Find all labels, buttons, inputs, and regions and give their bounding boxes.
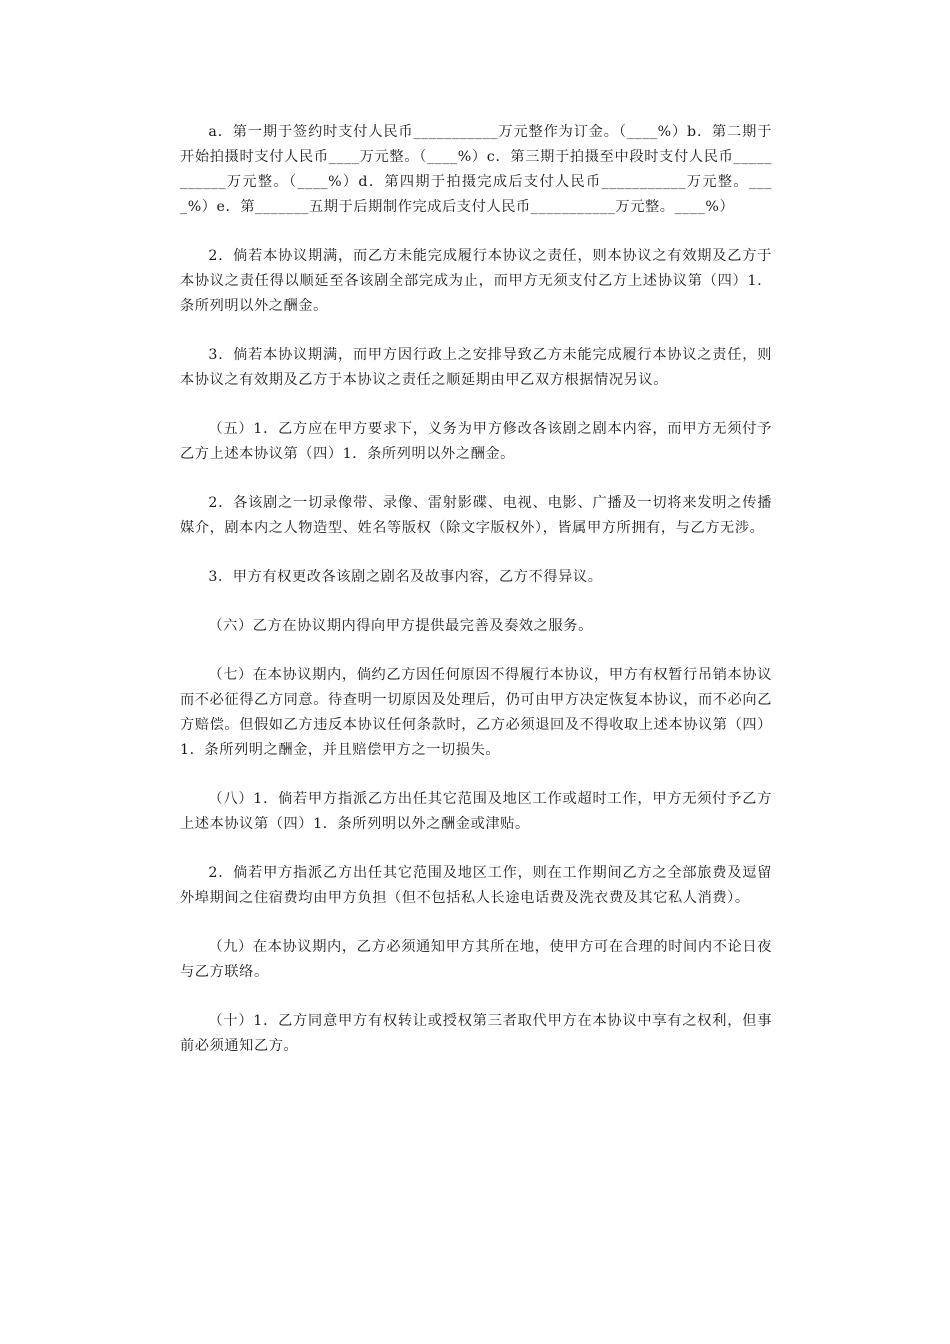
clause-4-2-paragraph: 2．倘若本协议期满，而乙方未能完成履行本协议之责任，则本协议之有效期及乙方于本协议之责任得以顺延至各该剧全部完成为止，而甲方无须支付乙方上述协议第（四）1．条所列明以外之酬金。 <box>180 248 772 314</box>
clause-7-paragraph: （七）在本协议期内，倘约乙方因任何原因不得履行本协议，甲方有权暂行吊销本协议而不必征得乙方同意。待查明一切原因及处理后，仍可由甲方决定恢复本协议，而不必向乙方赔偿。但假如乙方违反本协议任何条款时，乙方必须退回及不得收取上述本协议第（四）1．条所列明之酬金，并且赔偿甲方之一切损失。 <box>180 667 772 758</box>
clause-8-2-paragraph: 2．倘若甲方指派乙方出任其它范围及地区工作，则在工作期间乙方之全部旅费及逗留外埠期间之住宿费均由甲方负担（但不包括私人长途电话费及洗衣费及其它私人消费）。 <box>180 865 772 906</box>
clause-9-paragraph: （九）在本协议期内，乙方必须通知甲方其所在地，使甲方可在合理的时间内不论日夜与乙方联络。 <box>180 939 772 980</box>
document-page <box>180 120 772 1083</box>
payment-schedule-paragraph: a．第一期于签约时支付人民币___________万元整作为订金。（____%）b．第二期于开始拍摄时支付人民币____万元整。（____%）c．第三期于拍摄至中段时支付人民币___________万元整。（____%）d．第四期于拍摄完成后支付人民币___________万元整。____%）e．第_______五期于后期制作完成后支付人民币___________万元整。____%） <box>180 124 772 215</box>
clause-5-1-paragraph: （五）1．乙方应在甲方要求下，义务为甲方修改各该剧之剧本内容，而甲方无须付予乙方上述本协议第（四）1．条所列明以外之酬金。 <box>180 421 772 462</box>
clause-5-2-paragraph: 2．各该剧之一切录像带、录像、雷射影碟、电视、电影、广播及一切将来发明之传播媒介，剧本内之人物造型、姓名等版权（除文字版权外），皆属甲方所拥有，与乙方无涉。 <box>180 495 772 536</box>
clause-5-3-paragraph: 3．甲方有权更改各该剧之剧名及故事内容，乙方不得异议。 <box>208 569 603 585</box>
clause-8-1-paragraph: （八）1．倘若甲方指派乙方出任其它范围及地区工作或超时工作，甲方无须付予乙方上述本协议第（四）1．条所列明以外之酬金或津贴。 <box>180 791 772 832</box>
clause-10-1-paragraph: （十）1．乙方同意甲方有权转让或授权第三者取代甲方在本协议中享有之权利，但事前必须通知乙方。 <box>180 1013 772 1054</box>
clause-6-paragraph: （六）乙方在协议期内得向甲方提供最完善及奏效之服务。 <box>208 618 593 634</box>
clause-4-3-paragraph: 3．倘若本协议期满，而甲方因行政上之安排导致乙方未能完成履行本协议之责任，则本协议之有效期及乙方于本协议之责任之顺延期由甲乙双方根据情况另议。 <box>180 347 772 388</box>
